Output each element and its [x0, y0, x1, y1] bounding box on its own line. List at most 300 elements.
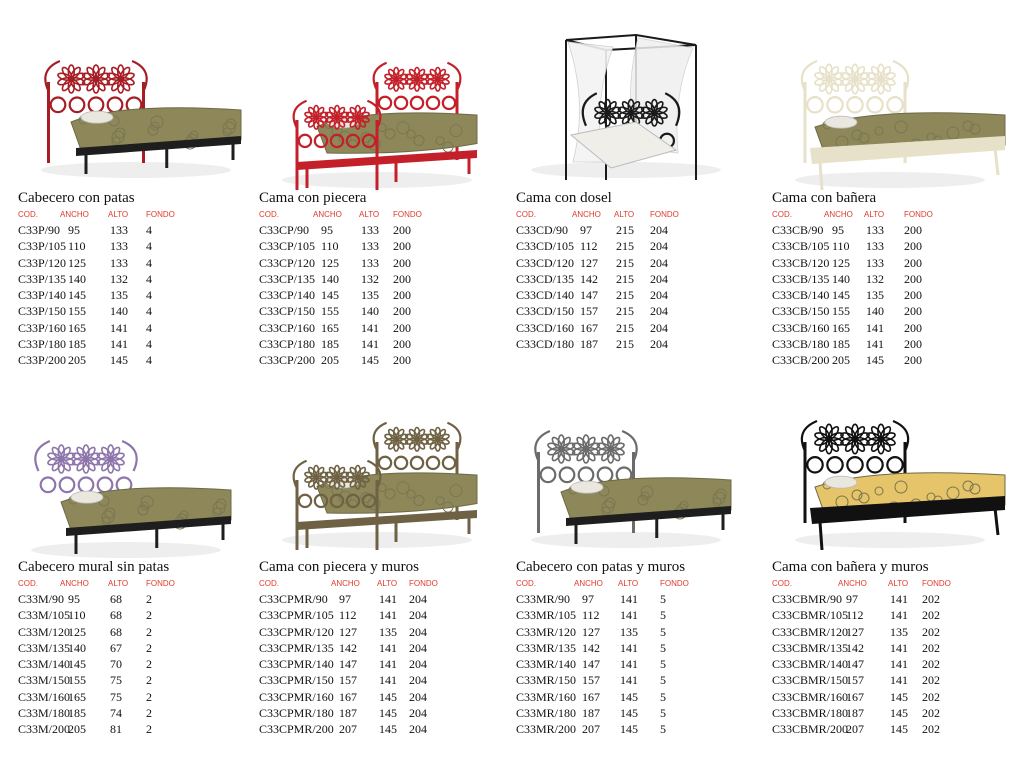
cell-fondo: 202 [922, 608, 940, 623]
cell-fondo: 4 [146, 255, 152, 270]
cell-fondo: 2 [146, 608, 152, 623]
table-row [772, 607, 1012, 623]
cell-alto: 141 [379, 673, 397, 688]
cell-fondo: 204 [409, 689, 427, 704]
cell-cod: C33CD/120 [516, 255, 575, 270]
cell-ancho: 112 [582, 608, 600, 623]
cell-ancho: 97 [846, 592, 858, 606]
cell-fondo: 204 [650, 271, 668, 286]
cell-alto: 141 [890, 608, 908, 623]
column-header-fondo: FONDO [409, 579, 438, 588]
cell-alto: 141 [110, 320, 128, 335]
cell-ancho: 140 [68, 640, 86, 655]
cell-alto: 141 [890, 657, 908, 671]
cell-cod: C33MR/150 [516, 673, 577, 688]
cell-alto: 145 [866, 353, 884, 367]
cell-fondo: 5 [660, 673, 666, 688]
cell-fondo: 204 [650, 255, 668, 270]
cell-alto: 140 [866, 304, 884, 319]
cell-ancho: 207 [846, 722, 864, 736]
cell-fondo: 202 [922, 673, 940, 688]
table-row [18, 656, 258, 672]
cell-fondo: 202 [922, 689, 940, 704]
table-row [18, 624, 258, 640]
cell-ancho: 97 [582, 592, 594, 606]
product-title: Cama con piecera [259, 190, 367, 206]
cell-ancho: 147 [580, 288, 598, 302]
cell-alto: 132 [110, 271, 128, 286]
cell-ancho: 142 [339, 640, 357, 655]
column-header-alto: ALTO [377, 579, 398, 588]
cell-cod: C33M/105 [18, 608, 71, 623]
cell-fondo: 200 [904, 271, 922, 286]
cell-fondo: 200 [393, 304, 411, 319]
column-header-alto: ALTO [614, 210, 635, 219]
column-header-ancho: ANCHO [574, 579, 603, 588]
table-row [259, 705, 499, 721]
table-row [18, 672, 258, 688]
cell-cod: C33MR/90 [516, 592, 571, 606]
cell-fondo: 200 [393, 271, 411, 286]
cell-alto: 141 [379, 640, 397, 655]
size-table [18, 591, 258, 737]
table-row [18, 591, 258, 607]
table-row [772, 640, 1012, 656]
product-title: Cabecero con patas [18, 190, 135, 206]
cell-ancho: 147 [339, 657, 357, 671]
cell-fondo: 200 [904, 304, 922, 319]
cell-ancho: 205 [68, 722, 86, 736]
cell-alto: 135 [620, 624, 638, 639]
cell-alto: 141 [620, 592, 638, 606]
cell-cod: C33CPMR/90 [259, 592, 328, 606]
cell-alto: 141 [620, 608, 638, 623]
cell-fondo: 4 [146, 304, 152, 319]
table-row [516, 656, 756, 672]
cell-alto: 141 [620, 673, 638, 688]
cell-cod: C33CBMR/120 [772, 624, 849, 639]
cell-cod: C33MR/160 [516, 689, 577, 704]
cell-fondo: 5 [660, 657, 666, 671]
cell-alto: 132 [866, 271, 884, 286]
cell-fondo: 200 [393, 336, 411, 351]
column-header-ancho: ANCHO [331, 579, 360, 588]
cell-cod: C33CB/105 [772, 239, 830, 254]
cell-ancho: 167 [580, 320, 598, 335]
product-title: Cama con bañera y muros [772, 559, 929, 575]
cell-ancho: 205 [321, 353, 339, 367]
cell-ancho: 110 [832, 239, 850, 254]
cell-alto: 133 [866, 223, 884, 237]
cell-alto: 141 [890, 673, 908, 688]
cell-ancho: 185 [321, 336, 339, 351]
cell-fondo: 200 [393, 288, 411, 302]
floor-shadow [531, 532, 721, 548]
cell-fondo: 200 [904, 288, 922, 302]
cell-ancho: 187 [580, 336, 598, 351]
cell-alto: 215 [616, 271, 634, 286]
cell-fondo: 2 [146, 689, 152, 704]
cell-cod: C33CP/120 [259, 255, 316, 270]
cell-ancho: 157 [580, 304, 598, 319]
cell-alto: 81 [110, 722, 122, 736]
cell-fondo: 204 [650, 304, 668, 319]
cell-cod: C33CP/180 [259, 336, 316, 351]
column-header-ancho: ANCHO [60, 579, 89, 588]
cell-alto: 141 [620, 657, 638, 671]
cell-ancho: 165 [68, 689, 86, 704]
cell-ancho: 110 [68, 239, 86, 254]
cell-cod: C33CPMR/105 [259, 608, 334, 623]
cell-fondo: 4 [146, 288, 152, 302]
column-header-cod: COD. [772, 579, 792, 588]
cell-fondo: 200 [393, 239, 411, 254]
cell-alto: 133 [110, 223, 128, 237]
cell-cod: C33CBMR/160 [772, 689, 849, 704]
cell-ancho: 155 [68, 673, 86, 688]
cell-fondo: 204 [409, 722, 427, 736]
cell-ancho: 167 [846, 689, 864, 704]
cell-fondo: 204 [650, 223, 668, 237]
cell-ancho: 187 [846, 705, 864, 720]
column-header-cod: COD. [259, 210, 279, 219]
table-row [259, 656, 499, 672]
cell-fondo: 5 [660, 592, 666, 606]
cell-fondo: 5 [660, 608, 666, 623]
cell-cod: C33P/200 [18, 353, 67, 367]
table-row [18, 640, 258, 656]
cell-cod: C33M/90 [18, 592, 65, 606]
cell-alto: 133 [110, 239, 128, 254]
cell-alto: 145 [379, 705, 397, 720]
column-header-alto: ALTO [864, 210, 885, 219]
table-row [772, 656, 1012, 672]
table-row [516, 689, 756, 705]
cell-alto: 141 [379, 592, 397, 606]
cell-alto: 145 [890, 689, 908, 704]
cell-fondo: 5 [660, 722, 666, 736]
column-header-ancho: ANCHO [60, 210, 89, 219]
cell-fondo: 200 [393, 255, 411, 270]
table-row [18, 607, 258, 623]
cell-fondo: 2 [146, 640, 152, 655]
cell-cod: C33CD/140 [516, 288, 575, 302]
cell-ancho: 127 [582, 624, 600, 639]
cell-ancho: 205 [68, 353, 86, 367]
cell-fondo: 200 [904, 320, 922, 335]
cell-cod: C33CPMR/135 [259, 640, 334, 655]
cell-ancho: 207 [582, 722, 600, 736]
cell-alto: 141 [379, 657, 397, 671]
cell-cod: C33CB/140 [772, 288, 830, 302]
cell-alto: 215 [616, 255, 634, 270]
cell-alto: 141 [361, 336, 379, 351]
cell-alto: 135 [379, 624, 397, 639]
product-title: Cama con dosel [516, 190, 612, 206]
cell-alto: 135 [110, 288, 128, 302]
cell-cod: C33CBMR/180 [772, 705, 849, 720]
cell-alto: 141 [866, 320, 884, 335]
cell-fondo: 4 [146, 320, 152, 335]
cell-ancho: 207 [339, 722, 357, 736]
cell-fondo: 2 [146, 592, 152, 606]
cell-alto: 145 [890, 705, 908, 720]
cell-alto: 141 [361, 320, 379, 335]
cell-cod: C33CPMR/200 [259, 722, 334, 736]
cell-fondo: 202 [922, 624, 940, 639]
cell-cod: C33P/140 [18, 288, 67, 302]
cell-cod: C33CBMR/140 [772, 657, 849, 671]
cell-cod: C33CB/90 [772, 223, 824, 237]
cell-cod: C33CB/180 [772, 336, 830, 351]
cell-fondo: 204 [409, 608, 427, 623]
product-card [772, 0, 1012, 760]
cell-ancho: 147 [846, 657, 864, 671]
cell-fondo: 5 [660, 705, 666, 720]
cell-fondo: 204 [409, 705, 427, 720]
cell-ancho: 97 [580, 223, 592, 237]
cell-ancho: 145 [68, 657, 86, 671]
cell-fondo: 200 [393, 320, 411, 335]
cell-cod: C33CP/150 [259, 304, 316, 319]
cell-cod: C33CB/150 [772, 304, 830, 319]
cell-ancho: 155 [321, 304, 339, 319]
cell-ancho: 185 [832, 336, 850, 351]
cell-fondo: 202 [922, 657, 940, 671]
cell-ancho: 165 [68, 320, 86, 335]
floor-shadow [795, 532, 985, 548]
cell-cod: C33MR/140 [516, 657, 577, 671]
product-title: Cabecero mural sin patas [18, 559, 170, 575]
cell-ancho: 97 [339, 592, 351, 606]
cell-cod: C33CP/160 [259, 320, 316, 335]
cell-fondo: 204 [409, 673, 427, 688]
cell-alto: 145 [620, 722, 638, 736]
bed-illustration [516, 400, 756, 550]
cell-cod: C33CD/105 [516, 239, 575, 254]
table-row [772, 689, 1012, 705]
table-row [259, 672, 499, 688]
cell-ancho: 140 [832, 271, 850, 286]
product-title: Cama con bañera [772, 190, 877, 206]
cell-alto: 70 [110, 657, 122, 671]
cell-fondo: 202 [922, 722, 940, 736]
cell-cod: C33P/160 [18, 320, 67, 335]
table-row [259, 640, 499, 656]
cell-alto: 145 [620, 689, 638, 704]
cell-ancho: 147 [582, 657, 600, 671]
table-row [18, 689, 258, 705]
cell-cod: C33CD/135 [516, 271, 575, 286]
cell-cod: C33CD/150 [516, 304, 575, 319]
cell-cod: C33CD/160 [516, 320, 575, 335]
column-header-fondo: FONDO [146, 579, 175, 588]
table-row [516, 591, 756, 607]
cell-alto: 141 [379, 608, 397, 623]
column-header-alto: ALTO [359, 210, 380, 219]
cell-ancho: 95 [321, 223, 333, 237]
cell-ancho: 145 [832, 288, 850, 302]
column-header-ancho: ANCHO [572, 210, 601, 219]
column-header-cod: COD. [516, 579, 536, 588]
cell-cod: C33CPMR/160 [259, 689, 334, 704]
cell-cod: C33CPMR/120 [259, 624, 334, 639]
column-header-ancho: ANCHO [824, 210, 853, 219]
cell-alto: 68 [110, 592, 122, 606]
cell-alto: 215 [616, 320, 634, 335]
column-header-cod: COD. [259, 579, 279, 588]
cell-alto: 75 [110, 673, 122, 688]
product-title: Cama con piecera y muros [259, 559, 419, 575]
column-header-alto: ALTO [888, 579, 909, 588]
cell-fondo: 2 [146, 657, 152, 671]
cell-cod: C33P/120 [18, 255, 67, 270]
cell-alto: 141 [890, 592, 908, 606]
cell-fondo: 204 [409, 657, 427, 671]
cell-alto: 133 [866, 239, 884, 254]
table-row [259, 591, 499, 607]
cell-alto: 140 [110, 304, 128, 319]
cell-fondo: 202 [922, 592, 940, 606]
cell-ancho: 142 [582, 640, 600, 655]
product-card [259, 0, 499, 760]
cell-cod: C33CD/180 [516, 336, 575, 351]
cell-ancho: 187 [582, 705, 600, 720]
cell-ancho: 165 [832, 320, 850, 335]
cell-ancho: 155 [68, 304, 86, 319]
cell-ancho: 95 [832, 223, 844, 237]
column-header-cod: COD. [18, 579, 38, 588]
cell-cod: C33CBMR/150 [772, 673, 849, 688]
table-row [259, 607, 499, 623]
cell-cod: C33CB/135 [772, 271, 830, 286]
column-header-fondo: FONDO [650, 210, 679, 219]
cell-fondo: 200 [904, 353, 922, 367]
table-row [516, 705, 756, 721]
cell-alto: 145 [620, 705, 638, 720]
cell-cod: C33CB/200 [772, 353, 830, 367]
cell-alto: 215 [616, 288, 634, 302]
cell-ancho: 127 [580, 255, 598, 270]
cell-fondo: 4 [146, 353, 152, 367]
cell-ancho: 205 [832, 353, 850, 367]
column-header-cod: COD. [18, 210, 38, 219]
cell-ancho: 140 [68, 271, 86, 286]
cell-cod: C33M/120 [18, 624, 71, 639]
table-row [516, 607, 756, 623]
cell-fondo: 204 [409, 640, 427, 655]
cell-cod: C33P/135 [18, 271, 67, 286]
cell-alto: 133 [361, 223, 379, 237]
cell-ancho: 142 [580, 271, 598, 286]
cell-cod: C33CB/160 [772, 320, 830, 335]
table-row [772, 624, 1012, 640]
cell-ancho: 125 [68, 624, 86, 639]
cell-ancho: 140 [321, 271, 339, 286]
cell-ancho: 157 [582, 673, 600, 688]
cell-fondo: 4 [146, 223, 152, 237]
floor-shadow [31, 542, 221, 558]
headboard-ornament [35, 441, 136, 492]
cell-fondo: 2 [146, 624, 152, 639]
column-header-fondo: FONDO [660, 579, 689, 588]
cell-cod: C33M/135 [18, 640, 71, 655]
cell-ancho: 127 [339, 624, 357, 639]
cell-cod: C33MR/200 [516, 722, 577, 736]
cell-ancho: 112 [339, 608, 357, 623]
cell-ancho: 145 [68, 288, 86, 302]
bed-illustration [259, 400, 499, 550]
cell-fondo: 204 [409, 592, 427, 606]
cell-ancho: 112 [846, 608, 864, 623]
cell-alto: 145 [361, 353, 379, 367]
cell-alto: 75 [110, 689, 122, 704]
cell-fondo: 200 [393, 223, 411, 237]
cell-cod: C33CPMR/150 [259, 673, 334, 688]
cell-ancho: 185 [68, 705, 86, 720]
cell-fondo: 4 [146, 239, 152, 254]
cell-alto: 133 [361, 239, 379, 254]
cell-cod: C33CP/140 [259, 288, 316, 302]
cell-fondo: 204 [409, 624, 427, 639]
product-card [18, 0, 258, 760]
cell-alto: 215 [616, 223, 634, 237]
column-header-ancho: ANCHO [838, 579, 867, 588]
table-row [772, 705, 1012, 721]
bed-illustration [18, 410, 258, 560]
cell-alto: 68 [110, 624, 122, 639]
cell-cod: C33MR/180 [516, 705, 577, 720]
cell-fondo: 5 [660, 624, 666, 639]
cell-cod: C33CBMR/200 [772, 722, 849, 736]
column-header-alto: ALTO [108, 210, 129, 219]
bed-illustration [772, 400, 1012, 550]
cell-fondo: 4 [146, 336, 152, 351]
cell-fondo: 202 [922, 640, 940, 655]
cell-alto: 141 [890, 640, 908, 655]
cell-cod: C33M/140 [18, 657, 71, 671]
cell-alto: 132 [361, 271, 379, 286]
cell-alto: 135 [890, 624, 908, 639]
cell-fondo: 200 [393, 353, 411, 367]
cell-ancho: 167 [582, 689, 600, 704]
cell-ancho: 145 [321, 288, 339, 302]
column-header-alto: ALTO [108, 579, 129, 588]
cell-alto: 145 [379, 722, 397, 736]
cell-alto: 133 [866, 255, 884, 270]
cell-fondo: 200 [904, 255, 922, 270]
cell-cod: C33M/180 [18, 705, 71, 720]
cell-cod: C33M/150 [18, 673, 71, 688]
table-row [516, 721, 756, 737]
column-header-fondo: FONDO [904, 210, 933, 219]
cell-alto: 67 [110, 640, 122, 655]
cell-alto: 141 [620, 640, 638, 655]
cell-fondo: 200 [904, 336, 922, 351]
cell-fondo: 200 [904, 223, 922, 237]
size-table [259, 591, 499, 737]
table-row [259, 689, 499, 705]
table-row [772, 672, 1012, 688]
cell-fondo: 5 [660, 689, 666, 704]
cell-ancho: 95 [68, 223, 80, 237]
cell-ancho: 110 [68, 608, 86, 623]
cell-cod: C33CP/135 [259, 271, 316, 286]
cell-ancho: 157 [339, 673, 357, 688]
column-header-cod: COD. [772, 210, 792, 219]
table-row [259, 721, 499, 737]
table-row [516, 624, 756, 640]
